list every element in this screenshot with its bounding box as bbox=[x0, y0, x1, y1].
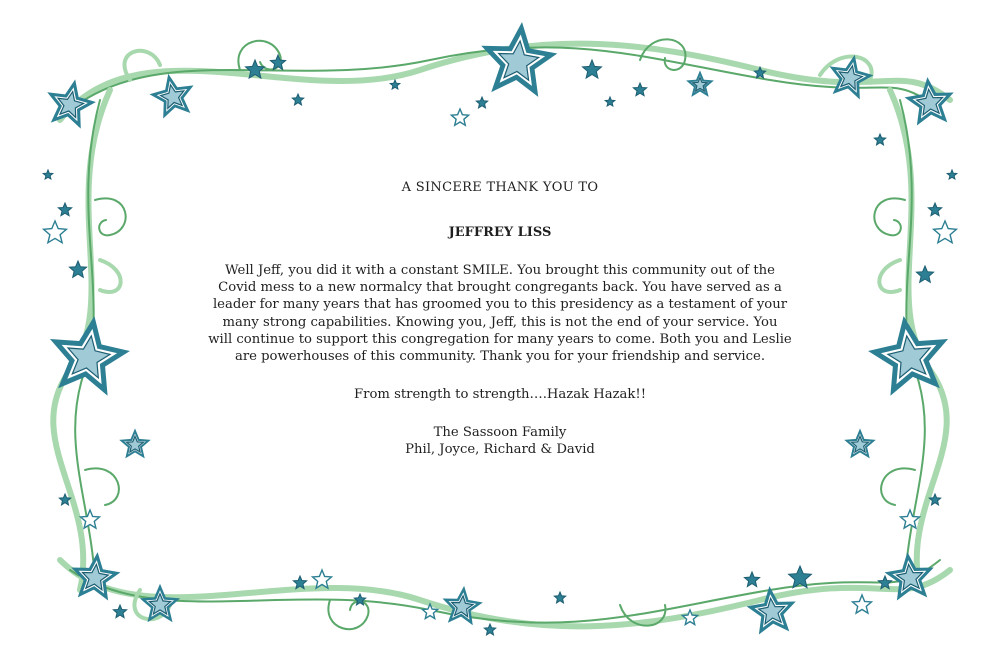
star-icon bbox=[874, 134, 885, 145]
star-icon bbox=[43, 170, 53, 179]
signature-family: The Sassoon Family bbox=[433, 425, 567, 441]
star-icon bbox=[69, 261, 86, 277]
paragraph-line: are powerhouses of this community. Thank you for your friendship and service. bbox=[234, 349, 766, 365]
vine-left-curl-3 bbox=[100, 260, 121, 292]
vine-right-curl-2 bbox=[881, 468, 915, 505]
star-icon bbox=[451, 109, 468, 125]
vine-left-curl-2 bbox=[85, 468, 119, 505]
star-icon bbox=[901, 510, 920, 528]
vine-bottom-1 bbox=[60, 560, 950, 626]
paragraph-line: will continue to support this congregation for many years to come. Both you and Leslie bbox=[208, 331, 792, 347]
star-icon bbox=[853, 595, 872, 613]
star-icon bbox=[605, 97, 615, 106]
star-icon bbox=[554, 592, 565, 603]
recipient-name: JEFFREY LISS bbox=[448, 225, 552, 240]
star-icon bbox=[928, 203, 941, 216]
star-icon bbox=[390, 80, 400, 89]
letter-heading: A SINCERE THANK YOU TO bbox=[401, 180, 599, 195]
star-icon bbox=[113, 605, 126, 618]
signature-names: Phil, Joyce, Richard & David bbox=[405, 442, 595, 458]
vine-left-curl-1 bbox=[95, 198, 126, 235]
paragraph-line: many strong capabilities. Knowing you, Jeff, this is not the end of your service. You bbox=[222, 314, 778, 330]
star-icon bbox=[633, 83, 646, 96]
paragraph-line: Covid mess to a new normalcy that brought congregants back. You have served as a bbox=[218, 280, 782, 296]
vine-right-curl-3 bbox=[879, 260, 900, 292]
signature-block bbox=[150, 424, 850, 458]
star-icon bbox=[292, 94, 303, 105]
star-icon bbox=[744, 572, 759, 587]
paragraph-line: Well Jeff, you did it with a constant SMILE. You brought this community out of the bbox=[225, 263, 775, 278]
star-icon bbox=[81, 510, 100, 528]
letter-body bbox=[150, 180, 850, 459]
star-icon bbox=[947, 170, 957, 179]
letter-paragraph bbox=[150, 262, 850, 365]
star-icon bbox=[44, 221, 67, 243]
star-icon bbox=[916, 266, 933, 282]
star-icon bbox=[934, 221, 957, 243]
paragraph-line: leader for many years that has groomed you to this presidency as a testament of your bbox=[212, 297, 788, 313]
closing-line: From strength to strength….Hazak Hazak!! bbox=[353, 387, 647, 403]
star-icon bbox=[476, 97, 487, 108]
star-icon bbox=[583, 60, 602, 78]
star-icon bbox=[58, 203, 71, 216]
vine-right-curl-1 bbox=[874, 198, 905, 235]
star-icon bbox=[484, 624, 495, 635]
